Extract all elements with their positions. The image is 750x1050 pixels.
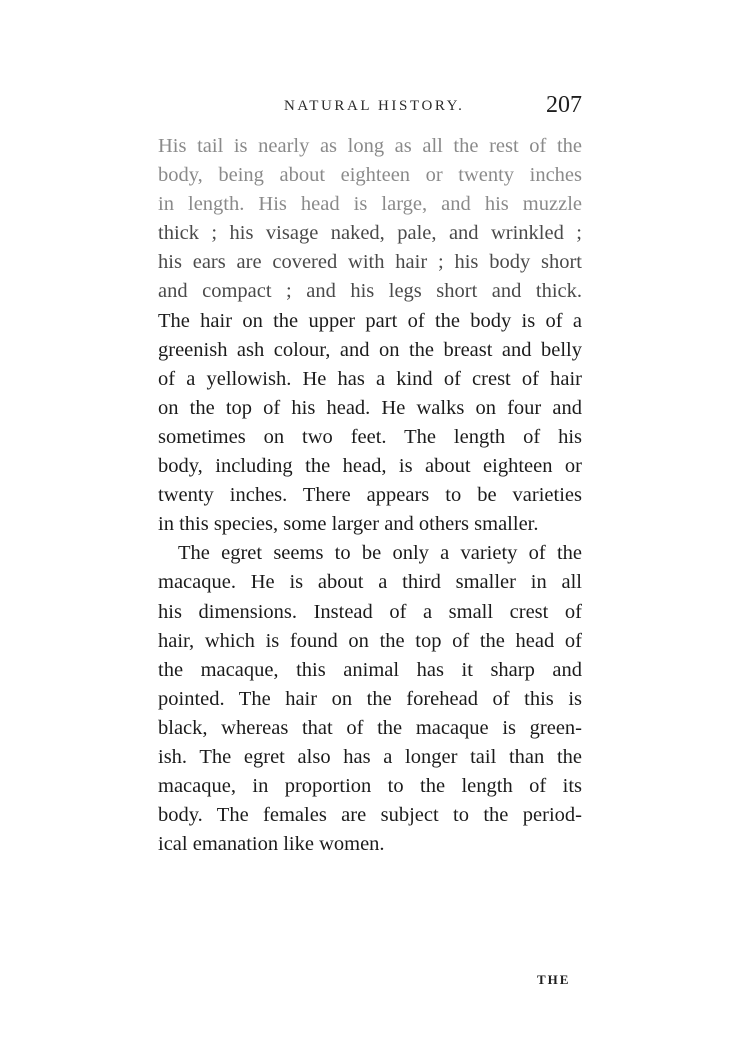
text-line: the macaque, this animal has it sharp and: [158, 658, 582, 681]
running-head: [158, 92, 582, 122]
text-line: ish. The egret also has a longer tail than the: [158, 745, 582, 768]
text-line: The hair on the upper part of the body is of a: [158, 309, 582, 332]
text-line: ical emanation like women.: [158, 833, 385, 856]
text-line: pointed. The hair on the forehead of this is: [158, 687, 582, 710]
text-line: body, including the head, is about eighteen or: [158, 455, 582, 478]
text-line: his ears are covered with hair ; his body short: [158, 251, 582, 274]
page-number: 207: [546, 92, 582, 118]
text-line: greenish ash colour, and on the breast and belly: [158, 338, 582, 361]
body-text: [158, 132, 582, 859]
text-line: macaque, in proportion to the length of its: [158, 775, 582, 798]
text-line: sometimes on two feet. The length of his: [158, 425, 582, 448]
text-line: His tail is nearly as long as all the rest of the: [158, 135, 582, 157]
text-line: in length. His head is large, and his muzzle: [158, 193, 582, 216]
text-line: of a yellowish. He has a kind of crest of hair: [158, 367, 582, 390]
text-line: in this species, some larger and others smaller.: [158, 513, 539, 536]
text-line: thick ; his visage naked, pale, and wrinkled ;: [158, 222, 582, 245]
text-line: twenty inches. There appears to be varieties: [158, 484, 582, 507]
running-title: NATURAL HISTORY.: [284, 98, 465, 114]
text-line: his dimensions. Instead of a small crest of: [158, 600, 582, 623]
text-line: body. The females are subject to the period-: [158, 804, 582, 827]
text-line: macaque. He is about a third smaller in all: [158, 571, 582, 594]
paragraph-first-line: The egret seems to be only a variety of the: [178, 542, 582, 565]
text-line: and compact ; and his legs short and thick.: [158, 280, 582, 303]
text-line: body, being about eighteen or twenty inches: [158, 164, 582, 187]
text-line: on the top of his head. He walks on four and: [158, 396, 582, 419]
catchword: THE: [537, 972, 571, 987]
text-line: black, whereas that of the macaque is green-: [158, 716, 582, 739]
text-line: hair, which is found on the top of the head of: [158, 629, 582, 652]
